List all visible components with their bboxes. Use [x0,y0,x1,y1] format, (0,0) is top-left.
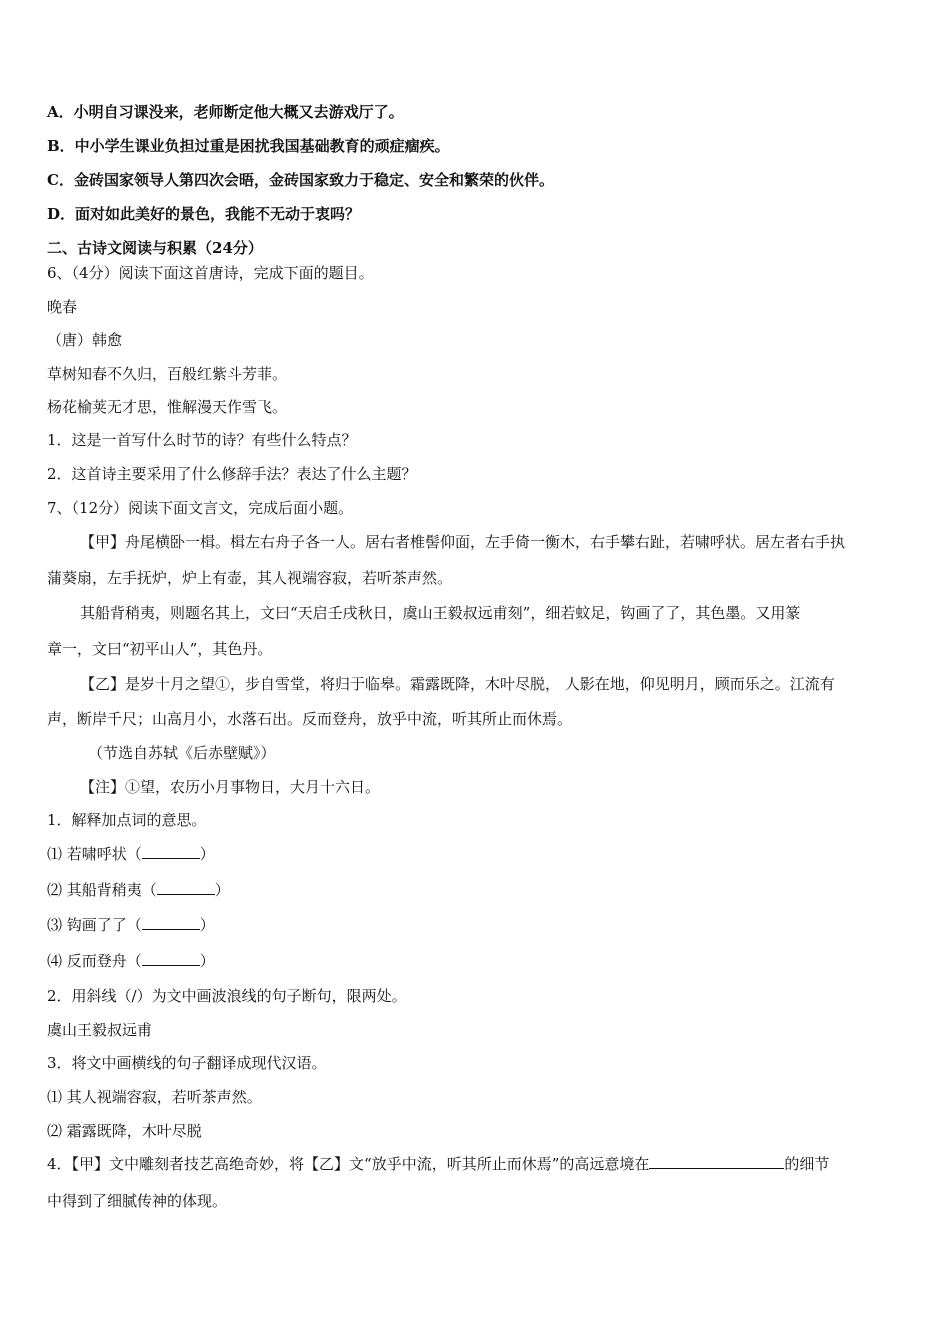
sub-question-4-text: 4．【甲】文中雕刻者技艺高绝奇妙，将【乙】文“放乎中流，听其所止而休焉”的高远意境在 [47,1155,650,1173]
close-paren: ） [199,916,215,934]
passage-source: （节选自苏轼《后赤壁赋》） [88,744,276,762]
fill-item-label: ⑶ 钩画了了（ [47,916,142,934]
fill-item [47,879,906,901]
passage-yi-line: 声，断岸千尺；山高月小，水落石出。反而登舟，放乎中流，听其所止而休焉。 [47,710,573,728]
passage-yi-line: 【乙】是岁十月之望①，步自雪堂，将归于临皋。霜露既降，木叶尽脱， 人影在地，仰见明月，顾而乐之。江流有 [80,675,835,693]
sub-question-4-tail: 的细节 [784,1155,830,1173]
option-d: D．面对如此美好的景色，我能不无动于衷吗？ [47,205,361,223]
poem-title: 晚春 [47,298,78,316]
option-a: A．小明自习课没来，老师断定他大概又去游戏厅了。 [47,103,404,121]
sub-question-3: 3．将文中画横线的句子翻译成现代汉语。 [47,1054,327,1072]
close-paren: ） [199,952,215,970]
close-paren: ） [214,881,230,899]
fill-item-label: ⑵ 其船背稍夷（ [47,881,157,899]
sub-question-4 [47,1153,906,1175]
passage-line: 其船背稍夷，则题名其上，文曰“天启壬戌秋日，虞山王毅叔远甫刻”，细若蚊足，钩画了了，其色墨。又用篆 [80,604,801,622]
passage-note: 【注】①望，农历小月事物日，大月十六日。 [80,778,381,796]
sub-question-4-line2: 中得到了细腻传神的体现。 [47,1192,228,1210]
fill-item [47,843,906,865]
answer-blank[interactable] [649,1154,784,1169]
sub-question-2: 2．用斜线（/）为文中画波浪线的句子断句，限两处。 [47,987,407,1005]
poem-line: 草树知春不久归，百般红紫斗芳菲。 [47,365,288,383]
passage-jia-line: 蒲葵扇，左手抚炉，炉上有壶，其人视端容寂，若听茶声然。 [47,569,453,587]
answer-blank[interactable] [142,951,200,966]
q6-question: 2．这首诗主要采用了什么修辞手法？表达了什么主题？ [47,465,417,483]
close-paren: ） [199,845,215,863]
q7-intro: 7、（12分）阅读下面文言文，完成后面小题。 [47,499,354,517]
option-b: B．中小学生课业负担过重是困扰我国基础教育的顽症痼疾。 [47,137,450,155]
fill-item [47,914,906,936]
q6-intro: 6、（4分）阅读下面这首唐诗，完成下面的题目。 [47,264,374,282]
fill-item-label: ⑴ 若啸呼状（ [47,845,142,863]
poem-author: （唐）韩愈 [47,331,123,349]
answer-blank[interactable] [157,880,215,895]
poem-line: 杨花榆荚无才思，惟解漫天作雪飞。 [47,398,288,416]
answer-blank[interactable] [142,915,200,930]
passage-jia-line: 【甲】舟尾横卧一楫。楫左右舟子各一人。居右者椎髻仰面，左手倚一衡木，右手攀右趾，若啸呼状。居左者右手执 [80,533,846,551]
passage-line: 章一，文曰“初平山人”，其色丹。 [47,640,273,658]
option-c: C．金砖国家领导人第四次会晤，金砖国家致力于稳定、安全和繁荣的伙伴。 [47,171,554,189]
answer-blank[interactable] [142,844,200,859]
fill-item [47,950,906,972]
translate-item: ⑵ 霜露既降，木叶尽脱 [47,1122,202,1140]
fill-item-label: ⑷ 反而登舟（ [47,952,142,970]
sub-question-1: 1．解释加点词的意思。 [47,811,207,829]
q6-question: 1．这是一首写什么时节的诗？有些什么特点？ [47,431,357,449]
section-title: 二、古诗文阅读与积累（24分） [47,239,263,257]
sub-question-2-text: 虞山王毅叔远甫 [47,1021,153,1039]
translate-item: ⑴ 其人视端容寂，若听茶声然。 [47,1088,262,1106]
